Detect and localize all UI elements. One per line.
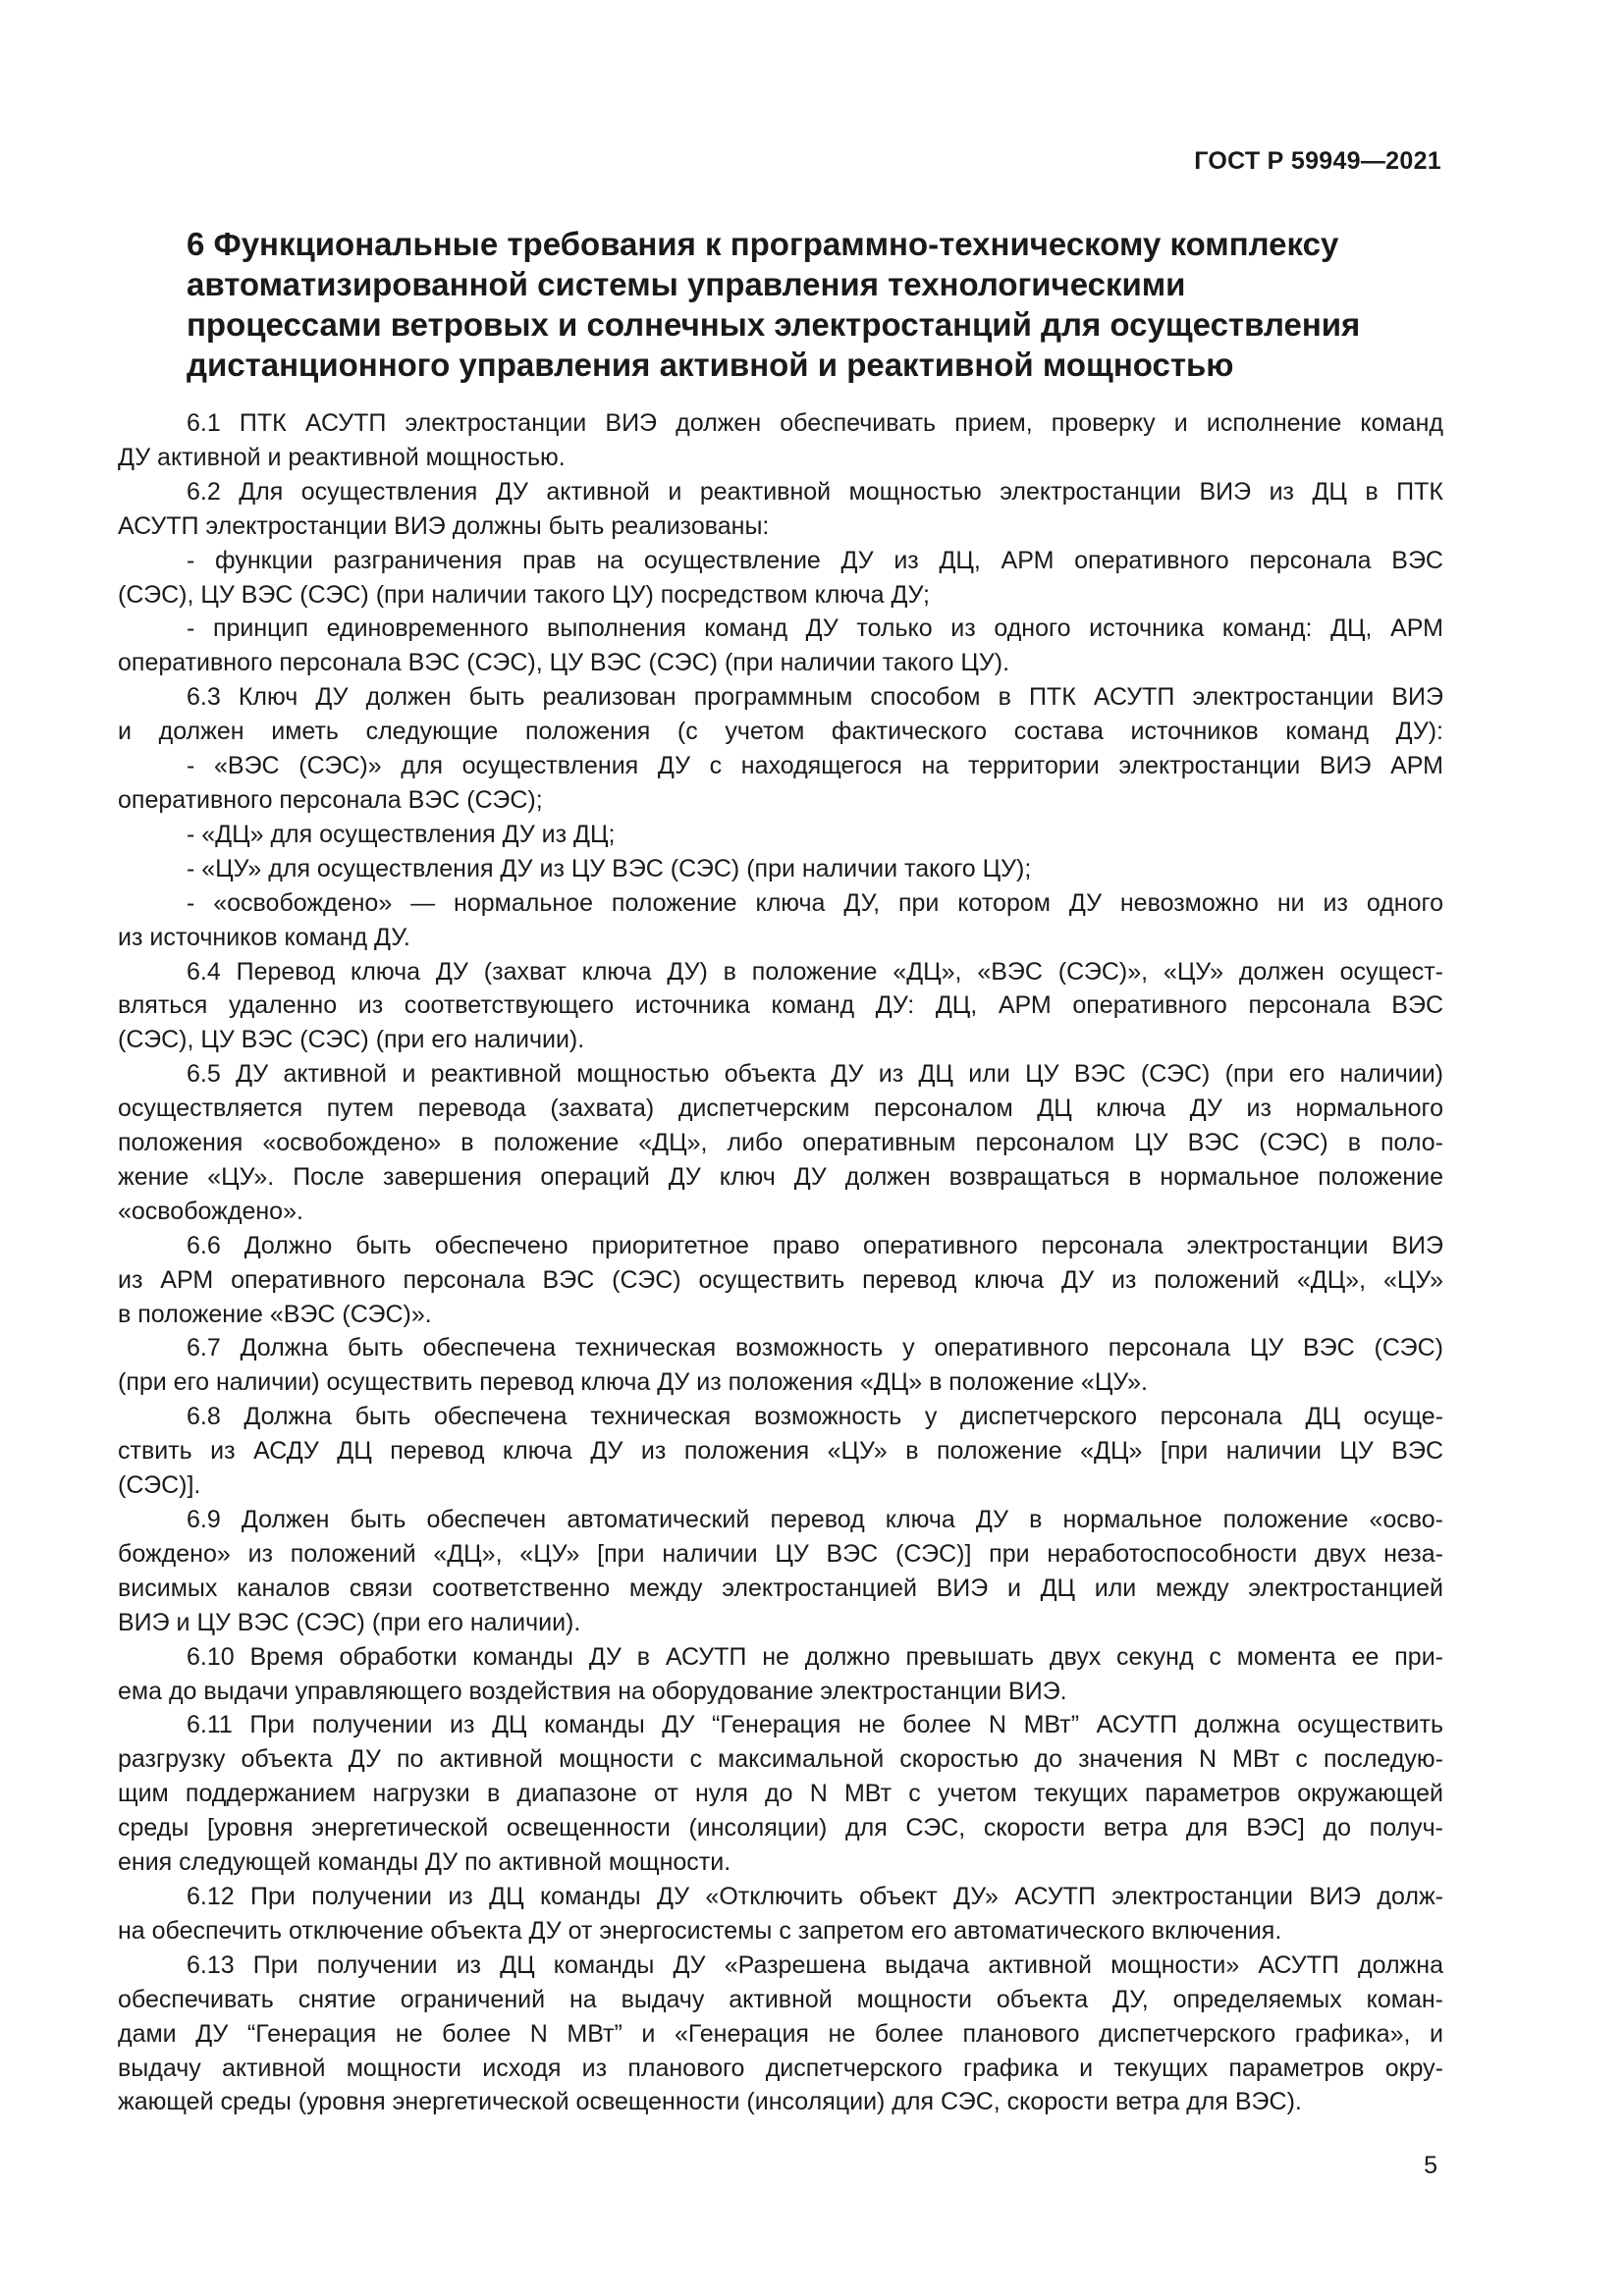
- text-line: - функции разграничения прав на осуществление ДУ из ДЦ, АРМ оперативного персонала ВЭС: [187, 546, 1443, 574]
- text-line: жающей среды (уровня энергетической освещенности (инсоляции) для СЭС, скорости ветра для ВЭС).: [118, 2088, 1302, 2116]
- text-line: жение «ЦУ». После завершения операций ДУ ключ ДУ должен возвращаться в нормальное положение: [118, 1162, 1443, 1191]
- section-title-line: процессами ветровых и солнечных электростанций для осуществления: [187, 306, 1361, 343]
- paragraph-6-3: [118, 680, 1443, 749]
- text-line: 6.12 При получении из ДЦ команды ДУ «Отключить объект ДУ» АСУТП электростанции ВИЭ долж-: [187, 1882, 1443, 1910]
- paragraph-6-6: [118, 1229, 1443, 1332]
- paragraph-6-8: [118, 1400, 1443, 1503]
- section-title-line: 6 Функциональные требования к программно-техническому комплексу: [187, 226, 1339, 262]
- text-line: 6.10 Время обработки команды ДУ в АСУТП не должно превышать двух секунд с момента ее при-: [187, 1642, 1443, 1671]
- text-line: 6.6 Должно быть обеспечено приоритетное право оперативного персонала электростанции ВИЭ: [187, 1231, 1443, 1259]
- text-line: из АРМ оперативного персонала ВЭС (СЭС) осуществить перевод ключа ДУ из положений «ДЦ», «ЦУ»: [118, 1265, 1443, 1294]
- text-line: 6.8 Должна быть обеспечена техническая возможность у диспетчерского персонала ДЦ осуще-: [187, 1403, 1443, 1431]
- list-item-single-source: [118, 612, 1443, 680]
- text-line: 6.13 При получении из ДЦ команды ДУ «Разрешена выдача активной мощности» АСУТП должна: [187, 1950, 1443, 1979]
- text-line: обеспечивать снятие ограничений на выдачу активной мощности объекта ДУ, определяемых коман-: [118, 1985, 1443, 2013]
- text-line: оперативного персонала ВЭС (СЭС), ЦУ ВЭС (СЭС) (при наличии такого ЦУ).: [118, 649, 1010, 677]
- text-line: щим поддержанием нагрузки в диапазоне от нуля до N МВт с учетом текущих параметров окружающей: [118, 1780, 1443, 1808]
- text-line: ДУ активной и реактивной мощностью.: [118, 443, 566, 471]
- text-line: разгрузку объекта ДУ по активной мощности с максимальной скоростью до значения N МВт с последую-: [118, 1745, 1443, 1774]
- text-line: в положение «ВЭС (СЭС)».: [118, 1300, 432, 1328]
- list-item-position-station: [118, 749, 1443, 818]
- text-line: на обеспечить отключение объекта ДУ от энергосистемы с запретом его автоматического включения.: [118, 1916, 1282, 1945]
- section-title-line: дистанционного управления активной и реактивной мощностью: [187, 347, 1234, 383]
- text-line: оперативного персонала ВЭС (СЭС);: [118, 785, 543, 814]
- text-line: (СЭС)].: [118, 1471, 201, 1500]
- list-item-rights-separation: [118, 544, 1443, 613]
- text-line: ВИЭ и ЦУ ВЭС (СЭС) (при его наличии).: [118, 1608, 581, 1636]
- text-line: ема до выдачи управляющего воздействия на оборудование электростанции ВИЭ.: [118, 1677, 1067, 1705]
- paragraph-6-1: [118, 406, 1443, 475]
- text-line: и должен иметь следующие положения (с учетом фактического состава источников команд ДУ):: [118, 718, 1443, 746]
- text-line: (СЭС), ЦУ ВЭС (СЭС) (при наличии такого ЦУ) посредством ключа ДУ;: [118, 580, 930, 609]
- document-code: ГОСТ Р 59949—2021: [1194, 147, 1441, 175]
- text-line: - «ВЭС (СЭС)» для осуществления ДУ с находящегося на территории электростанции ВИЭ АРМ: [187, 752, 1443, 780]
- paragraph-6-13: [118, 1949, 1443, 2120]
- paragraph-6-11: [118, 1708, 1443, 1880]
- text-line: среды [уровня энергетической освещенности (инсоляции) для СЭС, скорости ветра для ВЭС] до получ-: [118, 1814, 1443, 1842]
- section-title-line: автоматизированной системы управления технологическими: [187, 266, 1186, 302]
- text-line: (при его наличии) осуществить перевод ключа ДУ из положения «ДЦ» в положение «ЦУ».: [118, 1368, 1148, 1397]
- text-line: - принцип единовременного выполнения команд ДУ только из одного источника команд: ДЦ, АРМ: [187, 614, 1443, 643]
- text-line: АСУТП электростанции ВИЭ должны быть реализованы:: [118, 511, 770, 540]
- text-line: 6.4 Перевод ключа ДУ (захват ключа ДУ) в положение «ДЦ», «ВЭС (СЭС)», «ЦУ» должен осущест-: [187, 957, 1443, 986]
- text-line: - «освобождено» — нормальное положение ключа ДУ, при котором ДУ невозможно ни из одного: [187, 888, 1443, 917]
- text-line: из источников команд ДУ.: [118, 923, 410, 951]
- text-line: дами ДУ “Генерация не более N МВт” и «Генерация не более планового диспетчерского графика», и: [118, 2019, 1443, 2048]
- document-body: [118, 406, 1443, 2119]
- text-line: 6.9 Должен быть обеспечен автоматический перевод ключа ДУ в нормальное положение «осво-: [187, 1506, 1443, 1533]
- text-line: 6.11 При получении из ДЦ команды ДУ “Генерация не более N МВт” АСУТП должна осуществить: [187, 1711, 1443, 1739]
- list-item-position-dc: [118, 818, 1443, 852]
- paragraph-6-4: [118, 955, 1443, 1058]
- paragraph-6-5: [118, 1057, 1443, 1229]
- text-line: осуществляется путем перевода (захвата) диспетчерским персоналом ДЦ ключа ДУ из нормального: [118, 1095, 1443, 1123]
- text-line: 6.3 Ключ ДУ должен быть реализован программным способом в ПТК АСУТП электростанции ВИЭ: [187, 683, 1443, 712]
- list-item-position-cu: [118, 852, 1443, 886]
- text-line: бождено» из положений «ДЦ», «ЦУ» [при наличии ЦУ ВЭС (СЭС)] при неработоспособности двух неза-: [118, 1539, 1443, 1568]
- paragraph-6-12: [118, 1880, 1443, 1949]
- text-line: выдачу активной мощности исходя из планового диспетчерского графика и текущих параметров окру-: [118, 2054, 1443, 2082]
- text-line: 6.1 ПТК АСУТП электростанции ВИЭ должен обеспечивать прием, проверку и исполнение команд: [187, 409, 1443, 437]
- paragraph-6-9: [118, 1503, 1443, 1640]
- text-line: «освобождено».: [118, 1197, 303, 1225]
- text-line: ствить из АСДУ ДЦ перевод ключа ДУ из положения «ЦУ» в положение «ДЦ» [при наличии ЦУ ВЭС: [118, 1437, 1443, 1466]
- text-line: 6.7 Должна быть обеспечена техническая возможность у оперативного персонала ЦУ ВЭС (СЭС): [187, 1334, 1443, 1362]
- text-line: ения следующей команды ДУ по активной мощности.: [118, 1848, 731, 1877]
- section-title: [187, 224, 1443, 385]
- page-number: 5: [1424, 2152, 1437, 2179]
- list-item-position-released: [118, 886, 1443, 955]
- text-line: - «ДЦ» для осуществления ДУ из ДЦ;: [187, 820, 616, 848]
- paragraph-6-7: [118, 1331, 1443, 1400]
- text-line: положения «освобождено» в положение «ДЦ», либо оперативным персоналом ЦУ ВЭС (СЭС) в поло-: [118, 1129, 1443, 1157]
- text-line: 6.2 Для осуществления ДУ активной и реактивной мощностью электростанции ВИЭ из ДЦ в ПТК: [187, 477, 1443, 506]
- text-line: вляться удаленно из соответствующего источника команд ДУ: ДЦ, АРМ оперативного персонала ВЭС: [118, 991, 1443, 1020]
- text-line: (СЭС), ЦУ ВЭС (СЭС) (при его наличии).: [118, 1026, 585, 1054]
- paragraph-6-10: [118, 1640, 1443, 1709]
- text-line: висимых каналов связи соответственно между электростанцией ВИЭ и ДЦ или между электростанцией: [118, 1574, 1443, 1602]
- paragraph-6-2: [118, 475, 1443, 544]
- text-line: - «ЦУ» для осуществления ДУ из ЦУ ВЭС (СЭС) (при наличии такого ЦУ);: [187, 854, 1032, 882]
- text-line: 6.5 ДУ активной и реактивной мощностью объекта ДУ из ДЦ или ЦУ ВЭС (СЭС) (при его наличии): [187, 1060, 1443, 1089]
